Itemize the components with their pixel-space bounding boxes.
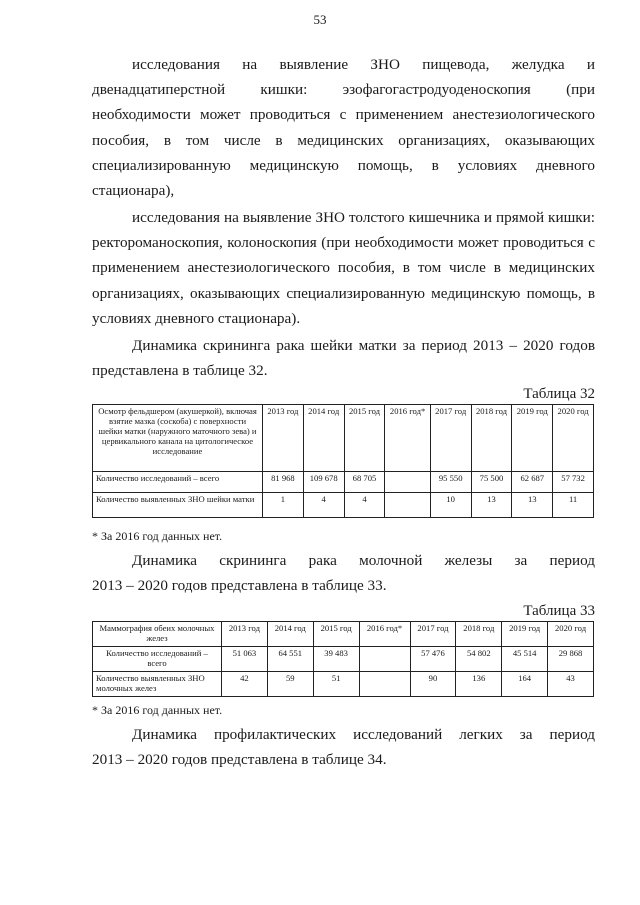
- year-header: 2014 год: [267, 622, 313, 647]
- table-cell: 57 732: [553, 472, 594, 493]
- paragraph-lung-intro: [92, 722, 595, 772]
- year-header: 2020 год: [548, 622, 594, 647]
- year-header: 2019 год: [502, 622, 548, 647]
- paragraph-line: применением анестезиологического пособия, в том числе в медицинских: [92, 259, 595, 277]
- table-33-footnote: * За 2016 год данных нет.: [92, 703, 223, 717]
- table-cell: 42: [222, 672, 268, 697]
- table-cell: 51: [313, 672, 359, 697]
- paragraph-line: условиях дневного стационара).: [92, 309, 301, 327]
- table-cell: [385, 472, 430, 493]
- year-header: 2015 год: [344, 405, 385, 472]
- year-header: 2016 год*: [385, 405, 430, 472]
- paragraph-line: представлена в таблице 32.: [92, 362, 268, 380]
- year-header: 2013 год: [222, 622, 268, 647]
- table-header-row: [93, 405, 594, 472]
- table-cell: [359, 672, 410, 697]
- table-32-footnote: * За 2016 год данных нет.: [92, 529, 223, 543]
- table-cell: 75 500: [471, 472, 512, 493]
- paragraph-line: 2013 – 2020 годов представлена в таблице 33.: [92, 577, 387, 595]
- paragraph-line: специализированную медицинскую помощь, в условиях дневного: [92, 156, 595, 174]
- table-row: [93, 647, 594, 672]
- paragraph-line: Динамика скрининга рака шейки матки за период 2013 – 2020 годов: [132, 337, 595, 354]
- row-label: Количество исследований – всего: [93, 647, 222, 672]
- table-header-row: [93, 622, 594, 647]
- table-33-caption: Таблица 33: [523, 603, 595, 619]
- year-header: 2017 год: [430, 405, 471, 472]
- table-cell: 68 705: [344, 472, 385, 493]
- table-cell: 64 551: [267, 647, 313, 672]
- table-row: [93, 672, 594, 697]
- row-label: Количество выявленных ЗНО шейки матки: [93, 493, 263, 518]
- paragraph-colorectal-screening: [92, 205, 595, 331]
- paragraph-upper-gi-screening: [92, 52, 595, 203]
- table-cell: 39 483: [313, 647, 359, 672]
- table-cell: 11: [553, 493, 594, 518]
- table-cell: 62 687: [512, 472, 553, 493]
- table-cell: 45 514: [502, 647, 548, 672]
- table-cell: 90: [410, 672, 456, 697]
- year-header: 2018 год: [456, 622, 502, 647]
- table-cell: 43: [548, 672, 594, 697]
- table-row: [93, 472, 594, 493]
- year-header: 2018 год: [471, 405, 512, 472]
- row-label: Количество выявленных ЗНО молочных желез: [93, 672, 222, 697]
- paragraph-line: исследования на выявление ЗНО пищевода, желудка и: [132, 56, 595, 73]
- paragraph-line: пособия, в том числе в медицинских организациях, оказывающих: [92, 131, 595, 149]
- table-row: [93, 493, 594, 518]
- year-header: 2019 год: [512, 405, 553, 472]
- table-32-caption: Таблица 32: [523, 386, 595, 402]
- table-cell: 51 063: [222, 647, 268, 672]
- table-header-label: Маммография обеих молочных желез: [93, 622, 222, 647]
- paragraph-line: Динамика скрининга рака молочной железы за период: [132, 552, 595, 569]
- paragraph-line: стационара),: [92, 182, 175, 200]
- table-header-label: Осмотр фельдшером (акушеркой), включая взятие мазка (соскоба) с поверхности шейки матки (наружного маточного зева) и цервикального канала на цитологическое исследование: [93, 405, 263, 472]
- table-cell: 13: [471, 493, 512, 518]
- table-cell: 4: [344, 493, 385, 518]
- year-header: 2016 год*: [359, 622, 410, 647]
- table-cell: 10: [430, 493, 471, 518]
- table-cell: 59: [267, 672, 313, 697]
- paragraph-breast-intro: [92, 548, 595, 598]
- table-cell: 95 550: [430, 472, 471, 493]
- year-header: 2020 год: [553, 405, 594, 472]
- table-33: [92, 621, 594, 697]
- paragraph-line: организациях, оказывающих специализированную медицинскую помощь, в: [92, 284, 595, 302]
- table-cell: 54 802: [456, 647, 502, 672]
- table-cell: 57 476: [410, 647, 456, 672]
- table-cell: 109 678: [303, 472, 344, 493]
- table-32: [92, 404, 594, 518]
- paragraph-line: исследования на выявление ЗНО толстого кишечника и прямой кишки:: [132, 209, 595, 226]
- page-number: 53: [313, 12, 327, 27]
- paragraph-cervical-intro: [92, 333, 595, 383]
- paragraph-line: двенадцатиперстной кишки: эзофагогастродуоденоскопия (при: [92, 81, 595, 99]
- paragraph-line: ректороманоскопия, колоноскопия (при необходимости может проводиться с: [92, 234, 595, 252]
- paragraph-line: 2013 – 2020 годов представлена в таблице 34.: [92, 751, 387, 769]
- table-cell: 164: [502, 672, 548, 697]
- year-header: 2017 год: [410, 622, 456, 647]
- paragraph-line: необходимости может проводиться с применением анестезиологического: [92, 106, 595, 124]
- table-cell: 1: [263, 493, 304, 518]
- year-header: 2015 год: [313, 622, 359, 647]
- row-label: Количество исследований – всего: [93, 472, 263, 493]
- table-cell: 29 868: [548, 647, 594, 672]
- paragraph-line: Динамика профилактических исследований легких за период: [132, 726, 595, 743]
- table-cell: [359, 647, 410, 672]
- table-cell: 81 968: [263, 472, 304, 493]
- table-cell: 13: [512, 493, 553, 518]
- table-cell: 4: [303, 493, 344, 518]
- table-cell: 136: [456, 672, 502, 697]
- year-header: 2014 год: [303, 405, 344, 472]
- year-header: 2013 год: [263, 405, 304, 472]
- table-cell: [385, 493, 430, 518]
